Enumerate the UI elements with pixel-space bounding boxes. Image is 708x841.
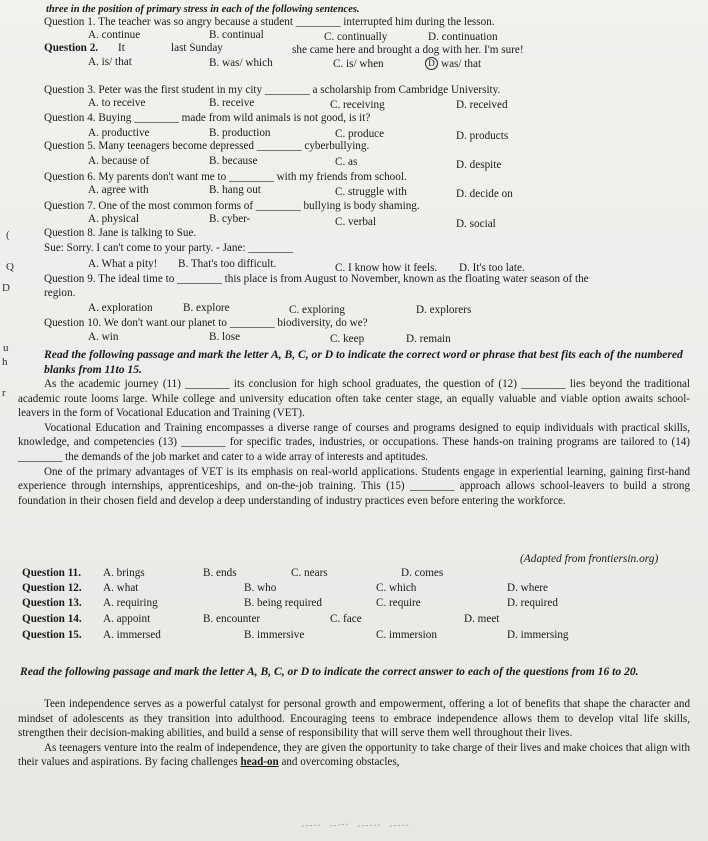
q10-option-b: B. lose <box>209 331 241 343</box>
q11-label: Question 11. <box>22 567 82 579</box>
margin-mark: Q <box>6 261 14 273</box>
q2-label: Question 2. <box>44 42 99 54</box>
q2-option-c: C. is/ when <box>333 58 384 70</box>
q3-option-b: B. receive <box>209 97 255 109</box>
q3-option-a: A. to receive <box>88 97 146 109</box>
q9-option-c: C. exploring <box>289 304 345 316</box>
q8-option-d: D. It's too late. <box>459 262 525 274</box>
q7-stem: Question 7. One of the most common forms of ________ bullying is body shaming. <box>44 200 420 212</box>
q6-option-a: A. agree with <box>88 184 149 196</box>
passage1 <box>18 377 690 508</box>
q6-stem: Question 6. My parents don't want me to ________ with my friends from school. <box>44 171 407 183</box>
q5-stem: Question 5. Many teenagers become depressed ________ cyberbullying. <box>44 140 370 152</box>
q8-option-a: A. What a pity! <box>88 258 158 270</box>
q9-option-a: A. exploration <box>88 302 153 314</box>
passage1-instruction: Read the following passage and mark the letter A, B, C, or D to indicate the correct word or phrase that best fits each of the numbered blanks from 11to 15. <box>44 348 683 376</box>
q9-option-d: D. explorers <box>416 304 472 316</box>
q2-part2: last Sunday <box>171 42 223 54</box>
q12-option-d: D. where <box>507 582 549 594</box>
q8-dialogue: Sue: Sorry. I can't come to your party. - Jane: ________ <box>44 242 294 254</box>
q11-option-a: A. brings <box>103 567 145 579</box>
q12-option-b: B. who <box>244 582 277 594</box>
q4-option-b: B. production <box>209 127 271 139</box>
q9-stem-cont: region. <box>44 287 76 299</box>
q10-option-a: A. win <box>88 331 119 343</box>
q2-option-d: was/ that <box>441 58 482 70</box>
q4-option-d: D. products <box>456 130 509 142</box>
passage2-text-pre: As teenagers venture into the realm of independence, they are given the opportunity to take charge of their lives and make choices that align with their values and aspirations. By facing challenges <box>18 741 690 769</box>
q14-option-c: C. face <box>330 613 362 625</box>
q3-option-c: C. receiving <box>330 99 385 111</box>
q5-option-c: C. as <box>335 156 358 168</box>
q15-option-b: B. immersive <box>244 629 305 641</box>
q15-option-d: D. immersing <box>507 629 569 641</box>
q7-option-d: D. social <box>456 218 496 230</box>
q5-option-b: B. because <box>209 155 258 167</box>
passage2-paragraph-last <box>18 741 690 770</box>
margin-mark: r <box>2 387 6 399</box>
q15-option-c: C. immersion <box>376 629 437 641</box>
pencil-scribble <box>300 820 420 830</box>
q8-option-b: B. That's too difficult. <box>178 258 277 270</box>
q14-option-a: A. appoint <box>103 613 151 625</box>
q3-stem: Question 3. Peter was the first student in my city ________ a scholarship from Cambridge University. <box>44 84 501 96</box>
q10-option-c: C. keep <box>330 333 365 345</box>
q13-option-b: B. being required <box>244 597 322 609</box>
q14-option-b: B. encounter <box>203 613 261 625</box>
q11-option-b: B. ends <box>203 567 237 579</box>
q4-option-c: C. produce <box>335 128 385 140</box>
q12-option-a: A. what <box>103 582 139 594</box>
q5-option-a: A. because of <box>88 155 150 167</box>
margin-mark: h <box>2 356 8 368</box>
q6-option-c: C. struggle with <box>335 186 407 198</box>
q9-option-b: B. explore <box>183 302 230 314</box>
margin-mark: ( <box>6 229 10 241</box>
q6-option-d: D. decide on <box>456 188 513 200</box>
q1-stem: Question 1. The teacher was so angry because a student ________ interrupted him during the lesson. <box>44 16 495 28</box>
q2-part1: It <box>118 42 125 54</box>
q4-option-a: A. productive <box>88 127 150 139</box>
q11-option-c: C. nears <box>291 567 328 579</box>
passage2-instruction: Read the following passage and mark the letter A, B, C, or D to indicate the correct answer to each of the questions from 16 to 20. <box>20 665 639 678</box>
q13-option-c: C. require <box>376 597 421 609</box>
header-instruction: three in the position of primary stress in each of the following sentences. <box>46 4 360 15</box>
q6-option-b: B. hang out <box>209 184 261 196</box>
q4-stem: Question 4. Buying ________ made from wild animals is not good, is it? <box>44 112 371 124</box>
passage2 <box>18 697 690 770</box>
q7-option-c: C. verbal <box>335 216 377 228</box>
q2-option-b: B. was/ which <box>209 57 273 69</box>
q1-option-d: D. continuation <box>428 31 498 43</box>
q8-stem: Question 8. Jane is talking to Sue. <box>44 227 197 239</box>
margin-mark: u <box>3 342 9 354</box>
q14-label: Question 14. <box>22 613 82 625</box>
q11-option-d: D. comes <box>401 567 444 579</box>
q13-option-d: D. required <box>507 597 558 609</box>
passage1-paragraph: As the academic journey (11) ________ its conclusion for high school graduates, the question of (12) ________ lies beyond the traditional academic route looms large. While college and university education often take center stage, an equally valuable and viable option awaits school-leavers in the form of Vocational Education and Training (VET). <box>18 378 690 420</box>
passage2-text-post: and overcoming obstacles, <box>278 756 400 769</box>
q1-option-a: A. continue <box>88 29 141 41</box>
q15-option-a: A. immersed <box>103 629 161 641</box>
q12-label: Question 12. <box>22 582 82 594</box>
q1-option-b: B. continual <box>209 29 264 41</box>
q1-option-c: C. continually <box>324 31 388 43</box>
q9-stem: Question 9. The ideal time to ________ this place is from August to November, known as the floating water season of the <box>44 273 589 285</box>
q7-option-a: A. physical <box>88 213 139 225</box>
q13-label: Question 13. <box>22 597 82 609</box>
q8-option-c: C. I know how it feels. <box>335 262 438 274</box>
q12-option-c: C. which <box>376 582 417 594</box>
q10-stem: Question 10. We don't want our planet to ________ biodiversity, do we? <box>44 317 368 329</box>
q14-option-d: D. meet <box>464 613 500 625</box>
q7-option-b: B. cyber- <box>209 213 251 225</box>
passage1-source: (Adapted from frontiersin.org) <box>520 553 659 565</box>
q2-part3: she came here and brought a dog with her. I'm sure! <box>292 44 524 56</box>
passage1-paragraph: Vocational Education and Training encompasses a diverse range of courses and programs designed to equip individuals with practical skills, knowledge, and competencies (13) ________ for specific trades, industries, or occupations. These hands-on training programs are tailored to (14) ________ the demands of the job market and cater to a wide array of interests and aptitudes. <box>18 421 690 463</box>
passage2-underlined-term: head-on <box>240 756 279 769</box>
q10-option-d: D. remain <box>406 333 451 345</box>
passage2-paragraph: Teen independence serves as a powerful catalyst for personal growth and empowerment, offering a lot of benefits that shape the character and mindset of adolescents as they transition into adulthood. Encouraging teens to embrace independence allows them to develop vital life skills, strengthen their decision-making abilities, and build a sense of responsibility that will serve them well throughout their lives. <box>18 698 690 740</box>
q2-option-d-circled: D <box>425 57 438 70</box>
q13-option-a: A. requiring <box>103 597 158 609</box>
passage1-paragraph: One of the primary advantages of VET is its emphasis on real-world applications. Students engage in experiential learning, gaining first-hand experience through internships, apprenticeships, and on-the-job training. This (15) ________ approach allows school-leavers to build a strong foundation in their chosen field and develop a deep understanding of industry practices even before entering the workforce. <box>18 465 690 507</box>
q2-option-a: A. is/ that <box>88 56 132 68</box>
margin-mark: D <box>2 282 10 294</box>
q5-option-d: D. despite <box>456 159 502 171</box>
q3-option-d: D. received <box>456 99 508 111</box>
q15-label: Question 15. <box>22 629 82 641</box>
